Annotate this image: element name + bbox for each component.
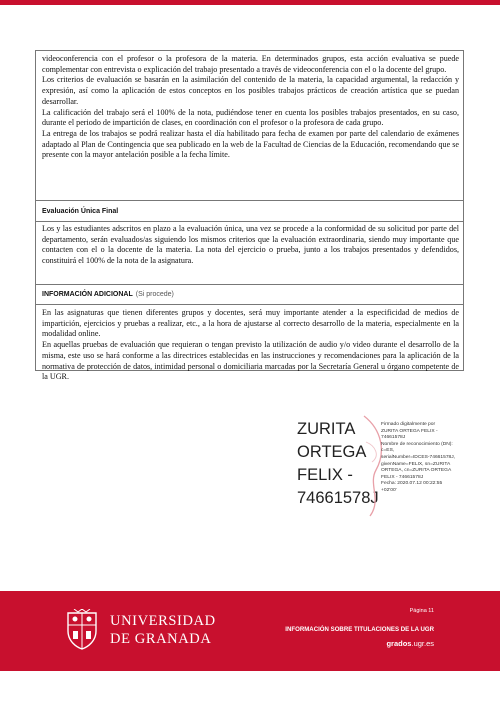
row-divider — [36, 304, 463, 305]
signature-detail-line: serialNumber=IDCES-74661578J, — [381, 454, 456, 460]
signature-detail-line: c=ES, — [381, 448, 395, 454]
adicional-hint: (Si procede) — [135, 291, 174, 298]
adicional-section — [42, 308, 459, 383]
intro-section — [42, 54, 459, 161]
unica-title: Evaluación Única Final — [42, 207, 119, 215]
signer-name-line: ORTEGA — [297, 443, 367, 461]
signature-detail-line: FELIX - 74661578J — [381, 474, 424, 480]
grados-link-bold: grados — [386, 639, 412, 648]
signature-detail-line: Nombre de reconocimiento (DN): — [381, 441, 453, 447]
signer-name-line: 74661578J — [297, 489, 379, 507]
page-number: Página 11 — [409, 608, 434, 614]
grados-link[interactable] — [386, 639, 434, 648]
adicional-paragraph-2: En aquellas pruebas de evaluación que requieran o tengan previsto la utilización de audio y/o video durante el desarrollo de la misma, este uso se hará conforme a las directrices establecidas en las instrucciones y recomendaciones para la aplicación de la normativa de protección de datos, intimidad personal o domiciliaria marcadas por la Secretaría General u órgano competente de la UGR. — [42, 340, 459, 382]
intro-paragraph-2: Los criterios de evaluación se basarán en la asimilación del contenido de la materia, la capacidad argumental, la redacción y expresión, así como la aplicación de estos conceptos en los posibles trabajos prácticos de creación artística que se puedan desarrollar. — [42, 75, 459, 106]
university-name-line-2: DE GRANADA — [110, 631, 212, 647]
top-accent-bar — [0, 0, 500, 5]
signature-detail-line: Fecha: 2020.07.12 00:22:55 — [381, 481, 443, 487]
signature-details — [381, 422, 466, 495]
university-name-line-1: UNIVERSIDAD — [110, 613, 216, 629]
unica-header — [36, 201, 463, 221]
footer-title: INFORMACIÓN SOBRE TITULACIONES DE LA UGR — [285, 626, 434, 633]
adicional-title: INFORMACIÓN ADICIONAL — [42, 291, 133, 298]
signature-detail-line: Firmado digitalmente por — [381, 422, 436, 427]
university-crest-icon — [64, 609, 100, 651]
intro-paragraph-3: La calificación del trabajo será el 100% de la nota, pudiéndose tener en cuenta los posibles trabajos presentados, en su caso, durante el periodo de impartición de clases, en coordinación con el profesor o la profesora de cada grupo. — [42, 107, 459, 128]
adicional-paragraph-1: En las asignaturas que tienen diferentes grupos y docentes, será muy importante atender a la especificidad de medios de impartición, ejercicios y pruebas a realizar, etc., a la hora de ajustarse al correcto desarrollo de la materia, especialmente en la modalidad online. — [42, 308, 459, 339]
intro-paragraph-1: videoconferencia con el profesor o la profesora de la materia. En determinados grupos, esta acción evaluativa se puede complementar con entrevista o explicación del trabajo presentado a través de videoconferencia con el o la docente del grupo. — [42, 54, 459, 74]
row-divider — [36, 221, 463, 222]
grados-link-rest: .ugr.es — [411, 639, 434, 648]
signature-detail-line: givenName=FELIX, sn=ZURITA — [381, 461, 451, 467]
signature-detail-line: ZURITA ORTEGA FELIX - — [381, 428, 438, 434]
unica-paragraph: Los y las estudiantes adscritos en plazo a la evaluación única, una vez se procede a la conformidad de su solicitud por parte del departamento, serán evaluados/as siguiendo los mismos criterios que la evaluación extraordinaria, siendo muy importante que contacten con el o la docente de la materia. La nota del ejercicio o prueba, junto a los trabajos presentados y defendidos, constituirá el 100% de la nota de la asignatura. — [42, 224, 459, 266]
signature-detail-line: 74661578J — [381, 435, 406, 441]
signer-name-line: FELIX - — [297, 466, 353, 484]
evaluation-table — [35, 50, 464, 382]
signer-name-line: ZURITA — [297, 420, 356, 438]
intro-paragraph-4: La entrega de los trabajos se podrá realizar hasta el día habilitado para fecha de examen por parte del calendario de exámenes adaptado al Plan de Contingencia que sea publicado en la web de la Facultad de Ciencias de la Educación, recomendando que se presente con la mayor antelación posible a la fecha límite. — [42, 128, 459, 160]
adicional-header — [36, 285, 463, 304]
signature-detail-line: ORTEGA, cn=ZURITA ORTEGA — [381, 468, 452, 474]
page-footer — [0, 591, 500, 671]
signature-detail-line: +02'00' — [381, 487, 397, 493]
unica-section — [42, 224, 459, 267]
